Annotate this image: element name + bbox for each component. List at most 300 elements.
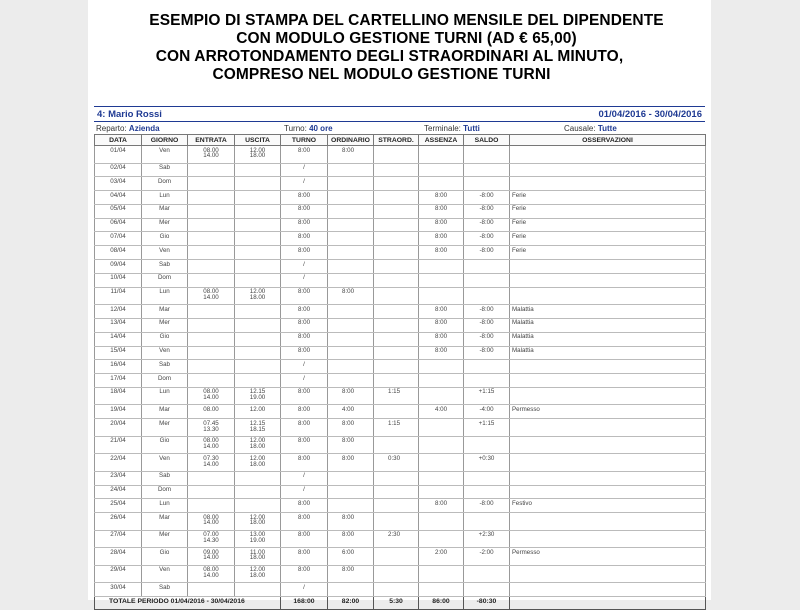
col-header: ORDINARIO bbox=[328, 135, 374, 146]
cell-assenza: 8:00 bbox=[419, 318, 464, 332]
cell-saldo bbox=[464, 436, 510, 454]
col-header: USCITA bbox=[235, 135, 281, 146]
cell-osservazioni bbox=[510, 374, 706, 388]
table-row bbox=[95, 332, 706, 346]
table-row bbox=[95, 163, 706, 177]
cell-straord bbox=[374, 163, 419, 177]
cell-saldo: -8:00 bbox=[464, 332, 510, 346]
reparto-info bbox=[96, 124, 160, 133]
cell-straord bbox=[374, 232, 419, 246]
causale-info bbox=[564, 124, 617, 133]
cell-osservazioni bbox=[510, 360, 706, 374]
cell-straord bbox=[374, 583, 419, 597]
table-row bbox=[95, 499, 706, 513]
cell-giorno: Lun bbox=[142, 499, 188, 513]
table-row bbox=[95, 287, 706, 305]
cell-turno: / bbox=[281, 471, 328, 485]
cell-uscita bbox=[235, 218, 281, 232]
cell-ordinario bbox=[328, 204, 374, 218]
cell-straord: 0:30 bbox=[374, 454, 419, 472]
cell-turno: / bbox=[281, 485, 328, 499]
cell-saldo bbox=[464, 565, 510, 583]
cell-ordinario: 4:00 bbox=[328, 405, 374, 419]
cell-giorno: Dom bbox=[142, 374, 188, 388]
total-ordinario: 82:00 bbox=[328, 596, 374, 609]
cell-uscita: 12.15 19.00 bbox=[235, 387, 281, 405]
cell-saldo: -8:00 bbox=[464, 499, 510, 513]
cell-ordinario bbox=[328, 346, 374, 360]
cell-data: 06/04 bbox=[95, 218, 142, 232]
cell-uscita bbox=[235, 260, 281, 274]
causale-label: Causale: bbox=[564, 124, 596, 133]
cell-assenza bbox=[419, 485, 464, 499]
cell-ordinario bbox=[328, 177, 374, 191]
cell-entrata bbox=[188, 232, 235, 246]
cell-uscita bbox=[235, 332, 281, 346]
cell-osservazioni bbox=[510, 387, 706, 405]
cell-assenza: 8:00 bbox=[419, 218, 464, 232]
timecard-header bbox=[94, 106, 705, 122]
cell-entrata bbox=[188, 177, 235, 191]
cell-uscita bbox=[235, 246, 281, 260]
cell-straord bbox=[374, 565, 419, 583]
cell-data: 22/04 bbox=[95, 454, 142, 472]
cell-ordinario bbox=[328, 485, 374, 499]
cell-assenza bbox=[419, 273, 464, 287]
cell-data: 20/04 bbox=[95, 419, 142, 437]
cell-entrata bbox=[188, 485, 235, 499]
cell-ordinario: 8:00 bbox=[328, 146, 374, 164]
cell-osservazioni: Ferie bbox=[510, 191, 706, 205]
cell-entrata: 09.00 14.00 bbox=[188, 548, 235, 566]
cell-data: 26/04 bbox=[95, 513, 142, 531]
cell-data: 09/04 bbox=[95, 260, 142, 274]
cell-uscita bbox=[235, 191, 281, 205]
cell-giorno: Gio bbox=[142, 232, 188, 246]
col-header: ENTRATA bbox=[188, 135, 235, 146]
cell-osservazioni: Ferie bbox=[510, 232, 706, 246]
cell-uscita bbox=[235, 273, 281, 287]
cell-straord bbox=[374, 485, 419, 499]
cell-osservazioni bbox=[510, 454, 706, 472]
cell-straord bbox=[374, 360, 419, 374]
cell-uscita: 12.00 18.00 bbox=[235, 436, 281, 454]
cell-data: 07/04 bbox=[95, 232, 142, 246]
cell-turno: / bbox=[281, 583, 328, 597]
cell-ordinario bbox=[328, 332, 374, 346]
cell-uscita bbox=[235, 471, 281, 485]
cell-straord bbox=[374, 273, 419, 287]
cell-ordinario bbox=[328, 260, 374, 274]
terminale-info bbox=[424, 124, 480, 133]
col-header: DATA bbox=[95, 135, 142, 146]
cell-osservazioni: Malattia bbox=[510, 346, 706, 360]
cell-giorno: Sab bbox=[142, 471, 188, 485]
cell-osservazioni bbox=[510, 260, 706, 274]
cell-entrata: 07.45 13.30 bbox=[188, 419, 235, 437]
cell-uscita bbox=[235, 499, 281, 513]
cell-data: 24/04 bbox=[95, 485, 142, 499]
cell-straord bbox=[374, 177, 419, 191]
table-row bbox=[95, 218, 706, 232]
cell-straord bbox=[374, 191, 419, 205]
cell-giorno: Lun bbox=[142, 191, 188, 205]
cell-giorno: Mer bbox=[142, 530, 188, 548]
cell-osservazioni: Malattia bbox=[510, 318, 706, 332]
cell-entrata bbox=[188, 332, 235, 346]
cell-osservazioni bbox=[510, 513, 706, 531]
cell-assenza bbox=[419, 513, 464, 531]
total-assenza: 86:00 bbox=[419, 596, 464, 609]
cell-entrata bbox=[188, 374, 235, 388]
cell-entrata: 07.30 14.00 bbox=[188, 454, 235, 472]
terminale-label: Terminale: bbox=[424, 124, 461, 133]
cell-saldo bbox=[464, 471, 510, 485]
cell-ordinario bbox=[328, 360, 374, 374]
employee-name: 4: Mario Rossi bbox=[97, 109, 162, 120]
cell-giorno: Lun bbox=[142, 387, 188, 405]
cell-turno: 8:00 bbox=[281, 232, 328, 246]
cell-ordinario bbox=[328, 318, 374, 332]
cell-data: 16/04 bbox=[95, 360, 142, 374]
cell-osservazioni bbox=[510, 163, 706, 177]
cell-saldo: +2:30 bbox=[464, 530, 510, 548]
cell-assenza bbox=[419, 360, 464, 374]
table-row bbox=[95, 436, 706, 454]
table-row bbox=[95, 232, 706, 246]
cell-saldo: -8:00 bbox=[464, 346, 510, 360]
cell-giorno: Dom bbox=[142, 177, 188, 191]
cell-ordinario: 8:00 bbox=[328, 419, 374, 437]
cell-saldo: -8:00 bbox=[464, 191, 510, 205]
turno-label: Turno: bbox=[284, 124, 307, 133]
cell-assenza bbox=[419, 583, 464, 597]
cell-uscita bbox=[235, 485, 281, 499]
timecard-info bbox=[94, 122, 705, 134]
cell-saldo bbox=[464, 273, 510, 287]
cell-assenza bbox=[419, 454, 464, 472]
cell-ordinario: 8:00 bbox=[328, 287, 374, 305]
cell-data: 21/04 bbox=[95, 436, 142, 454]
cell-giorno: Ven bbox=[142, 454, 188, 472]
timecard bbox=[94, 106, 705, 605]
table-row bbox=[95, 419, 706, 437]
cell-assenza: 8:00 bbox=[419, 346, 464, 360]
cell-uscita: 12.00 18.00 bbox=[235, 287, 281, 305]
cell-ordinario: 8:00 bbox=[328, 436, 374, 454]
cell-giorno: Sab bbox=[142, 260, 188, 274]
cell-osservazioni bbox=[510, 583, 706, 597]
cell-data: 08/04 bbox=[95, 246, 142, 260]
timecard-table bbox=[94, 134, 706, 610]
total-label: TOTALE PERIODO 01/04/2016 - 30/04/2016 bbox=[95, 596, 281, 609]
cell-entrata: 08.00 14.00 bbox=[188, 287, 235, 305]
cell-turno: 8:00 bbox=[281, 513, 328, 531]
cell-osservazioni bbox=[510, 565, 706, 583]
heading-line-2: CON MODULO GESTIONE TURNI (AD € 65,00) bbox=[236, 30, 577, 47]
table-header-row bbox=[95, 135, 706, 146]
period-range: 01/04/2016 - 30/04/2016 bbox=[598, 109, 702, 120]
cell-saldo: +1:15 bbox=[464, 387, 510, 405]
cell-turno: 8:00 bbox=[281, 191, 328, 205]
cell-entrata bbox=[188, 260, 235, 274]
cell-osservazioni bbox=[510, 273, 706, 287]
cell-giorno: Dom bbox=[142, 485, 188, 499]
heading-line-1: ESEMPIO DI STAMPA DEL CARTELLINO MENSILE DEL DIPENDENTE bbox=[149, 12, 664, 29]
total-obs bbox=[510, 596, 706, 609]
cell-ordinario bbox=[328, 191, 374, 205]
cell-data: 23/04 bbox=[95, 471, 142, 485]
cell-assenza: 8:00 bbox=[419, 499, 464, 513]
cell-straord bbox=[374, 374, 419, 388]
cell-straord bbox=[374, 260, 419, 274]
cell-saldo bbox=[464, 374, 510, 388]
cell-ordinario: 8:00 bbox=[328, 565, 374, 583]
cell-data: 01/04 bbox=[95, 146, 142, 164]
cell-turno: / bbox=[281, 273, 328, 287]
cell-straord bbox=[374, 318, 419, 332]
cell-assenza bbox=[419, 146, 464, 164]
cell-straord bbox=[374, 204, 419, 218]
cell-giorno: Gio bbox=[142, 332, 188, 346]
cell-turno: 8:00 bbox=[281, 565, 328, 583]
cell-uscita: 12.00 18.00 bbox=[235, 513, 281, 531]
cell-straord bbox=[374, 346, 419, 360]
cell-ordinario: 8:00 bbox=[328, 454, 374, 472]
table-row bbox=[95, 374, 706, 388]
cell-data: 02/04 bbox=[95, 163, 142, 177]
cell-data: 18/04 bbox=[95, 387, 142, 405]
cell-osservazioni: Festivo bbox=[510, 499, 706, 513]
cell-giorno: Mar bbox=[142, 405, 188, 419]
cell-saldo bbox=[464, 360, 510, 374]
cell-entrata: 08.00 14.00 bbox=[188, 436, 235, 454]
cell-osservazioni bbox=[510, 146, 706, 164]
table-row bbox=[95, 548, 706, 566]
cell-giorno: Mer bbox=[142, 218, 188, 232]
cell-entrata bbox=[188, 471, 235, 485]
cell-assenza bbox=[419, 530, 464, 548]
cell-entrata bbox=[188, 305, 235, 319]
cell-ordinario bbox=[328, 246, 374, 260]
reparto-label: Reparto: bbox=[96, 124, 127, 133]
cell-saldo bbox=[464, 146, 510, 164]
table-row bbox=[95, 583, 706, 597]
cell-straord bbox=[374, 499, 419, 513]
table-row bbox=[95, 204, 706, 218]
cell-turno: 8:00 bbox=[281, 499, 328, 513]
table-row bbox=[95, 530, 706, 548]
cell-giorno: Ven bbox=[142, 146, 188, 164]
cell-ordinario bbox=[328, 499, 374, 513]
cell-saldo bbox=[464, 163, 510, 177]
cell-turno: 8:00 bbox=[281, 346, 328, 360]
cell-ordinario bbox=[328, 471, 374, 485]
cell-entrata bbox=[188, 360, 235, 374]
cell-uscita bbox=[235, 232, 281, 246]
cell-assenza bbox=[419, 419, 464, 437]
cell-straord bbox=[374, 405, 419, 419]
cell-uscita: 12.15 18.15 bbox=[235, 419, 281, 437]
cell-saldo: +0:30 bbox=[464, 454, 510, 472]
cell-saldo bbox=[464, 583, 510, 597]
cell-assenza bbox=[419, 436, 464, 454]
cell-straord bbox=[374, 287, 419, 305]
table-row bbox=[95, 177, 706, 191]
cell-uscita bbox=[235, 305, 281, 319]
cell-straord bbox=[374, 471, 419, 485]
cell-entrata bbox=[188, 273, 235, 287]
total-saldo: -80:30 bbox=[464, 596, 510, 609]
cell-saldo: -4:00 bbox=[464, 405, 510, 419]
cell-uscita: 13.00 19.00 bbox=[235, 530, 281, 548]
cell-saldo: -8:00 bbox=[464, 218, 510, 232]
cell-osservazioni bbox=[510, 287, 706, 305]
heading-line-3: CON ARROTONDAMENTO DEGLI STRAORDINARI AL MINUTO, bbox=[155, 48, 624, 65]
cell-osservazioni bbox=[510, 177, 706, 191]
cell-osservazioni bbox=[510, 485, 706, 499]
cell-data: 05/04 bbox=[95, 204, 142, 218]
cell-osservazioni: Malattia bbox=[510, 305, 706, 319]
cell-entrata bbox=[188, 191, 235, 205]
table-row bbox=[95, 273, 706, 287]
cell-giorno: Sab bbox=[142, 583, 188, 597]
document-heading bbox=[88, 12, 711, 84]
cell-assenza: 2:00 bbox=[419, 548, 464, 566]
cell-giorno: Lun bbox=[142, 287, 188, 305]
cell-data: 30/04 bbox=[95, 583, 142, 597]
col-header: OSSERVAZIONI bbox=[510, 135, 706, 146]
cell-entrata: 08.00 14.00 bbox=[188, 513, 235, 531]
cell-uscita bbox=[235, 204, 281, 218]
cell-saldo bbox=[464, 513, 510, 531]
cell-entrata bbox=[188, 318, 235, 332]
reparto-value: Azienda bbox=[128, 124, 160, 133]
turno-value: 40 ore bbox=[309, 124, 333, 133]
cell-saldo: -8:00 bbox=[464, 318, 510, 332]
cell-turno: 8:00 bbox=[281, 305, 328, 319]
cell-ordinario bbox=[328, 218, 374, 232]
cell-straord bbox=[374, 332, 419, 346]
cell-osservazioni: Ferie bbox=[510, 204, 706, 218]
cell-data: 12/04 bbox=[95, 305, 142, 319]
cell-turno: 8:00 bbox=[281, 287, 328, 305]
cell-uscita bbox=[235, 346, 281, 360]
cell-giorno: Mar bbox=[142, 513, 188, 531]
cell-straord bbox=[374, 436, 419, 454]
table-row bbox=[95, 513, 706, 531]
cell-assenza bbox=[419, 177, 464, 191]
cell-assenza bbox=[419, 287, 464, 305]
cell-straord bbox=[374, 513, 419, 531]
cell-giorno: Ven bbox=[142, 246, 188, 260]
cell-osservazioni: Ferie bbox=[510, 218, 706, 232]
table-row bbox=[95, 305, 706, 319]
cell-entrata bbox=[188, 218, 235, 232]
cell-straord: 2:30 bbox=[374, 530, 419, 548]
table-row bbox=[95, 346, 706, 360]
cell-saldo bbox=[464, 287, 510, 305]
cell-assenza: 8:00 bbox=[419, 246, 464, 260]
causale-value: Tutte bbox=[597, 124, 617, 133]
table-row bbox=[95, 405, 706, 419]
cell-assenza: 8:00 bbox=[419, 204, 464, 218]
cell-turno: 8:00 bbox=[281, 454, 328, 472]
cell-straord bbox=[374, 218, 419, 232]
cell-ordinario bbox=[328, 305, 374, 319]
cell-ordinario: 6:00 bbox=[328, 548, 374, 566]
cell-turno: / bbox=[281, 163, 328, 177]
cell-data: 11/04 bbox=[95, 287, 142, 305]
cell-saldo: -8:00 bbox=[464, 305, 510, 319]
cell-turno: / bbox=[281, 177, 328, 191]
cell-ordinario: 8:00 bbox=[328, 513, 374, 531]
col-header: SALDO bbox=[464, 135, 510, 146]
cell-entrata: 07.00 14.30 bbox=[188, 530, 235, 548]
cell-ordinario bbox=[328, 163, 374, 177]
table-body bbox=[95, 146, 706, 597]
table-row bbox=[95, 485, 706, 499]
terminale-value: Tutti bbox=[463, 124, 480, 133]
cell-assenza bbox=[419, 163, 464, 177]
cell-uscita: 12.00 18.00 bbox=[235, 454, 281, 472]
cell-entrata: 08.00 14.00 bbox=[188, 565, 235, 583]
cell-ordinario bbox=[328, 273, 374, 287]
col-header: ASSENZA bbox=[419, 135, 464, 146]
cell-saldo bbox=[464, 177, 510, 191]
cell-saldo: -8:00 bbox=[464, 204, 510, 218]
table-row bbox=[95, 565, 706, 583]
cell-saldo: -2:00 bbox=[464, 548, 510, 566]
cell-giorno: Ven bbox=[142, 346, 188, 360]
cell-ordinario bbox=[328, 374, 374, 388]
cell-assenza: 8:00 bbox=[419, 332, 464, 346]
cell-turno: 8:00 bbox=[281, 218, 328, 232]
cell-assenza: 8:00 bbox=[419, 232, 464, 246]
cell-entrata: 08.00 14.00 bbox=[188, 387, 235, 405]
cell-straord: 1:15 bbox=[374, 419, 419, 437]
cell-entrata: 08.00 bbox=[188, 405, 235, 419]
cell-giorno: Dom bbox=[142, 273, 188, 287]
cell-assenza bbox=[419, 387, 464, 405]
cell-turno: 8:00 bbox=[281, 405, 328, 419]
cell-assenza: 4:00 bbox=[419, 405, 464, 419]
cell-assenza: 8:00 bbox=[419, 191, 464, 205]
cell-giorno: Mar bbox=[142, 305, 188, 319]
cell-uscita bbox=[235, 583, 281, 597]
table-row bbox=[95, 260, 706, 274]
cell-turno: 8:00 bbox=[281, 204, 328, 218]
cell-turno: 8:00 bbox=[281, 548, 328, 566]
cell-turno: 8:00 bbox=[281, 146, 328, 164]
cell-uscita bbox=[235, 163, 281, 177]
cell-entrata: 08.00 14.00 bbox=[188, 146, 235, 164]
cell-osservazioni bbox=[510, 436, 706, 454]
table-row bbox=[95, 246, 706, 260]
cell-ordinario: 8:00 bbox=[328, 387, 374, 405]
cell-data: 04/04 bbox=[95, 191, 142, 205]
cell-data: 28/04 bbox=[95, 548, 142, 566]
cell-data: 29/04 bbox=[95, 565, 142, 583]
cell-giorno: Sab bbox=[142, 360, 188, 374]
cell-turno: 8:00 bbox=[281, 419, 328, 437]
total-straord: 5:30 bbox=[374, 596, 419, 609]
cell-straord: 1:15 bbox=[374, 387, 419, 405]
table-row bbox=[95, 454, 706, 472]
cell-osservazioni bbox=[510, 471, 706, 485]
cell-assenza bbox=[419, 260, 464, 274]
cell-ordinario: 8:00 bbox=[328, 530, 374, 548]
